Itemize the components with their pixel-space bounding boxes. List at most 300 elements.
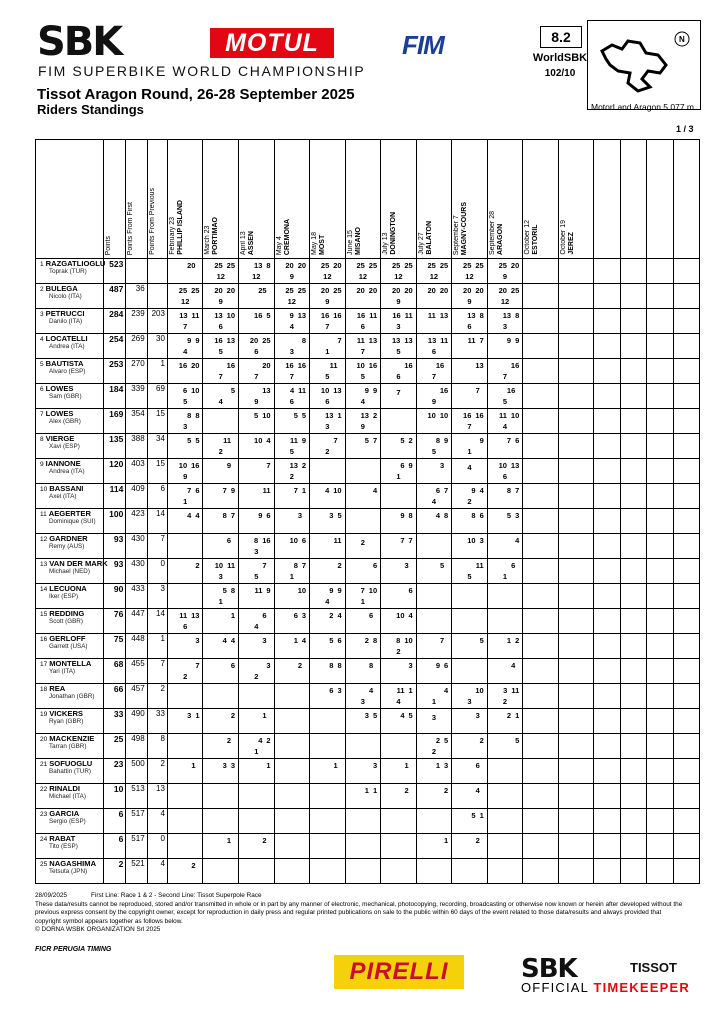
result-cell: 11 10 4 xyxy=(487,409,523,434)
result-cell: 5 1 xyxy=(452,809,488,834)
result-cell: 11 9 xyxy=(239,584,275,609)
result-cell: 4 4 xyxy=(167,509,203,534)
rider-header xyxy=(36,140,104,259)
rider-cell: 24 RABAT Tito (ESP) xyxy=(36,834,104,859)
result-cell xyxy=(167,784,203,809)
result-cell xyxy=(594,384,620,409)
from-previous-cell: 7 xyxy=(147,659,167,684)
result-cell: 25 xyxy=(239,284,275,309)
result-cell xyxy=(487,809,523,834)
from-first-cell: 433 xyxy=(126,584,147,609)
from-previous-cell: 15 xyxy=(147,409,167,434)
table-row xyxy=(36,784,700,809)
result-cell xyxy=(523,284,559,309)
rider-cell: 4 LOCATELLI Andrea (ITA) xyxy=(36,334,104,359)
result-cell xyxy=(620,259,646,284)
from-first-cell: 457 xyxy=(126,684,147,709)
result-cell xyxy=(274,809,310,834)
pirelli-logo: PIRELLI xyxy=(334,955,464,989)
result-cell: 3 xyxy=(239,634,275,659)
result-cell: 10 4 xyxy=(381,609,417,634)
result-cell: 6 xyxy=(203,534,239,559)
result-cell: 6 7 4 xyxy=(416,484,452,509)
result-cell: 11 xyxy=(310,534,346,559)
result-cell xyxy=(647,459,673,484)
result-cell: 10 16 5 xyxy=(345,359,381,384)
result-cell: 11 1 4 xyxy=(381,684,417,709)
result-cell: 6 3 xyxy=(274,609,310,634)
points-cell: 25 xyxy=(104,734,126,759)
result-cell xyxy=(594,359,620,384)
result-cell: 16 7 xyxy=(203,359,239,384)
result-cell: 4 1 xyxy=(416,684,452,709)
result-cell: 20 20 9 xyxy=(203,284,239,309)
result-cell xyxy=(673,334,700,359)
result-cell: 10 3 xyxy=(452,534,488,559)
result-cell xyxy=(487,834,523,859)
result-cell: 7 6 1 xyxy=(167,484,203,509)
result-cell: 6 10 5 xyxy=(167,384,203,409)
result-cell: 3 5 xyxy=(310,509,346,534)
result-cell xyxy=(274,709,310,734)
result-cell: 3 xyxy=(274,509,310,534)
result-cell: 1 xyxy=(203,834,239,859)
rider-cell: 16 GERLOFF Garrett (USA) xyxy=(36,634,104,659)
result-cell xyxy=(239,684,275,709)
result-cell xyxy=(620,459,646,484)
from-first-cell: 423 xyxy=(126,509,147,534)
result-cell xyxy=(594,459,620,484)
result-cell: 8 3 xyxy=(274,334,310,359)
result-cell xyxy=(558,284,594,309)
result-cell xyxy=(647,259,673,284)
result-cell xyxy=(381,809,417,834)
points-cell: 487 xyxy=(104,284,126,309)
result-cell: 8 7 xyxy=(487,484,523,509)
result-cell: 10 13 6 xyxy=(487,459,523,484)
points-cell: 90 xyxy=(104,584,126,609)
result-cell: 5 6 xyxy=(310,634,346,659)
result-cell xyxy=(594,609,620,634)
result-cell xyxy=(620,684,646,709)
result-cell: 16 7 xyxy=(416,359,452,384)
table-row xyxy=(36,434,700,459)
rider-cell: 18 REA Jonathan (GBR) xyxy=(36,684,104,709)
table-header-row xyxy=(36,140,700,259)
from-first-cell: 339 xyxy=(126,384,147,409)
result-cell: 7 9 xyxy=(203,484,239,509)
result-cell xyxy=(203,784,239,809)
result-cell: 20 20 xyxy=(345,284,381,309)
rider-cell: 20 MACKENZIE Tarran (GBR) xyxy=(36,734,104,759)
result-cell: 16 20 xyxy=(167,359,203,384)
result-cell xyxy=(416,859,452,884)
result-cell xyxy=(523,309,559,334)
result-cell: 1 xyxy=(239,759,275,784)
points-cell: 2 xyxy=(104,859,126,884)
result-cell: 10 xyxy=(274,584,310,609)
result-cell xyxy=(381,834,417,859)
result-cell: 16 6 xyxy=(381,359,417,384)
table-row xyxy=(36,734,700,759)
from-first-cell: 430 xyxy=(126,559,147,584)
result-cell: 1 1 xyxy=(345,784,381,809)
result-cell: 2 xyxy=(274,659,310,684)
from-previous-cell: 2 xyxy=(147,759,167,784)
result-cell: 2 xyxy=(381,784,417,809)
result-cell: 6 4 xyxy=(239,609,275,634)
result-cell xyxy=(620,659,646,684)
result-cell: 9 1 xyxy=(452,434,488,459)
result-cell xyxy=(523,459,559,484)
from-first-cell: 239 xyxy=(126,309,147,334)
result-cell xyxy=(673,259,700,284)
rider-cell: 2 BULEGA Nicolo (ITA) xyxy=(36,284,104,309)
rider-cell: 7 LOWES Alex (GBR) xyxy=(36,409,104,434)
points-cell: 6 xyxy=(104,809,126,834)
result-cell xyxy=(523,759,559,784)
round-header xyxy=(594,140,620,259)
result-cell xyxy=(381,734,417,759)
result-cell: 11 7 xyxy=(452,334,488,359)
from-first-cell: 430 xyxy=(126,534,147,559)
table-row xyxy=(36,484,700,509)
result-cell xyxy=(620,284,646,309)
result-cell xyxy=(558,634,594,659)
result-cell xyxy=(381,484,417,509)
round-header: July 13 DONINGTON xyxy=(381,140,417,259)
table-row xyxy=(36,534,700,559)
from-previous-cell: 0 xyxy=(147,834,167,859)
result-cell: 2 xyxy=(310,559,346,584)
result-cell: 6 xyxy=(452,759,488,784)
rider-cell: 11 AEGERTER Dominique (SUI) xyxy=(36,509,104,534)
result-cell xyxy=(620,309,646,334)
result-cell xyxy=(620,634,646,659)
result-cell xyxy=(523,634,559,659)
result-cell xyxy=(239,859,275,884)
points-cell: 253 xyxy=(104,359,126,384)
result-cell: 13 11 7 xyxy=(167,309,203,334)
result-cell: 8 9 5 xyxy=(416,434,452,459)
result-cell xyxy=(558,609,594,634)
result-cell: 13 xyxy=(452,359,488,384)
result-cell xyxy=(381,859,417,884)
from-first-cell: 447 xyxy=(126,609,147,634)
from-previous-cell: 15 xyxy=(147,459,167,484)
result-cell: 4 5 xyxy=(381,709,417,734)
result-cell xyxy=(673,709,700,734)
result-cell: 9 9 xyxy=(487,334,523,359)
result-cell xyxy=(594,634,620,659)
table-row xyxy=(36,334,700,359)
result-cell: 8 7 1 xyxy=(274,559,310,584)
footer-lines-note: First Line: Race 1 & 2 - Second Line: Tissot Superpole Race xyxy=(91,892,262,899)
round-header: April 13 ASSEN xyxy=(239,140,275,259)
result-cell xyxy=(647,584,673,609)
from-first-cell: 455 xyxy=(126,659,147,684)
result-cell: 9 9 4 xyxy=(310,584,346,609)
result-cell xyxy=(620,509,646,534)
result-cell: 7 1 xyxy=(274,484,310,509)
result-cell xyxy=(523,784,559,809)
result-cell xyxy=(523,584,559,609)
result-cell: 10 3 xyxy=(452,684,488,709)
result-cell: 13 9 xyxy=(239,384,275,409)
result-cell xyxy=(558,259,594,284)
rider-cell: 8 VIERGE Xavi (ESP) xyxy=(36,434,104,459)
result-cell xyxy=(647,334,673,359)
result-cell: 10 10 xyxy=(416,409,452,434)
result-cell: 20 25 9 xyxy=(310,284,346,309)
result-cell: 20 xyxy=(167,259,203,284)
result-cell xyxy=(523,509,559,534)
result-cell xyxy=(416,609,452,634)
result-cell xyxy=(647,284,673,309)
result-cell xyxy=(673,384,700,409)
result-cell xyxy=(558,684,594,709)
result-cell xyxy=(558,734,594,759)
standings-table xyxy=(35,139,700,884)
result-cell xyxy=(274,834,310,859)
result-cell: 4 xyxy=(487,659,523,684)
result-cell: 2 5 2 xyxy=(416,734,452,759)
points-cell: 66 xyxy=(104,684,126,709)
page-header xyxy=(0,0,724,140)
result-cell xyxy=(523,659,559,684)
result-cell: 13 10 6 xyxy=(203,309,239,334)
result-cell: 6 xyxy=(345,609,381,634)
result-cell xyxy=(558,484,594,509)
from-previous-cell: 1 xyxy=(147,634,167,659)
result-cell: 2 xyxy=(203,734,239,759)
result-cell xyxy=(558,409,594,434)
result-cell xyxy=(523,259,559,284)
result-cell xyxy=(558,709,594,734)
result-cell xyxy=(274,734,310,759)
result-cell xyxy=(523,384,559,409)
result-cell xyxy=(594,859,620,884)
result-cell: 25 25 12 xyxy=(345,259,381,284)
result-cell xyxy=(594,834,620,859)
result-cell xyxy=(416,809,452,834)
result-cell xyxy=(620,759,646,784)
from-first-cell: 513 xyxy=(126,784,147,809)
from-first-cell: 517 xyxy=(126,834,147,859)
result-cell: 2 xyxy=(203,709,239,734)
result-cell: 16 11 3 xyxy=(381,309,417,334)
result-cell: 13 11 6 xyxy=(416,334,452,359)
result-cell: 16 16 7 xyxy=(310,309,346,334)
table-row xyxy=(36,409,700,434)
result-cell: 9 8 xyxy=(381,509,417,534)
from-previous-cell: 14 xyxy=(147,509,167,534)
result-cell xyxy=(620,859,646,884)
result-cell: 5 3 xyxy=(487,509,523,534)
result-cell: 8 8 3 xyxy=(167,409,203,434)
from-previous-cell: 69 xyxy=(147,384,167,409)
result-cell: 13 8 6 xyxy=(452,309,488,334)
result-cell xyxy=(167,584,203,609)
result-cell: 25 20 9 xyxy=(487,259,523,284)
result-cell xyxy=(558,334,594,359)
result-cell xyxy=(594,509,620,534)
from-previous-cell: 4 xyxy=(147,859,167,884)
result-cell xyxy=(647,534,673,559)
result-cell: 4 xyxy=(452,459,488,484)
from-first-header: Points From First xyxy=(126,140,147,259)
result-cell xyxy=(310,784,346,809)
result-cell: 7 2 xyxy=(310,434,346,459)
from-previous-cell: 13 xyxy=(147,784,167,809)
result-cell xyxy=(647,409,673,434)
result-cell xyxy=(274,859,310,884)
result-cell xyxy=(647,384,673,409)
from-first-cell: 498 xyxy=(126,734,147,759)
from-previous-cell xyxy=(147,284,167,309)
result-cell xyxy=(167,534,203,559)
footer-disclaimer: These data/results cannot be reproduced, stored and/or transmitted in whole or in part by any manner of electronic, mechanical, photocopying, recording, broadcasting or otherwise now known or herein after developed without the previous express consent by the copyright owner, except for reproduction in daily press and regular printed publications on sale to the public within 60 days of the event related to those data/results and always provided that copyright symbol appears together as follows below. xyxy=(35,900,683,925)
result-cell xyxy=(620,434,646,459)
result-cell xyxy=(239,784,275,809)
from-first-cell: 388 xyxy=(126,434,147,459)
result-cell: 10 4 xyxy=(239,434,275,459)
rider-cell: 12 GARDNER Remy (AUS) xyxy=(36,534,104,559)
result-cell xyxy=(523,684,559,709)
points-cell: 100 xyxy=(104,509,126,534)
result-cell xyxy=(673,634,700,659)
from-previous-cell: 1 xyxy=(147,359,167,384)
result-cell: 11 13 7 xyxy=(345,334,381,359)
result-cell xyxy=(647,734,673,759)
result-cell: 9 9 4 xyxy=(345,384,381,409)
result-cell xyxy=(558,584,594,609)
result-cell xyxy=(558,359,594,384)
result-cell: 7 2 xyxy=(167,659,203,684)
result-cell xyxy=(310,734,346,759)
result-cell: 20 20 9 xyxy=(452,284,488,309)
result-cell: 2 xyxy=(239,834,275,859)
result-cell xyxy=(620,409,646,434)
result-cell: 3 3 xyxy=(203,759,239,784)
points-cell: 93 xyxy=(104,534,126,559)
result-cell xyxy=(274,684,310,709)
result-cell: 13 2 2 xyxy=(274,459,310,484)
result-cell: 16 11 6 xyxy=(345,309,381,334)
from-previous-cell: 4 xyxy=(147,809,167,834)
result-cell xyxy=(345,809,381,834)
result-cell xyxy=(673,609,700,634)
from-previous-cell: 6 xyxy=(147,484,167,509)
result-cell xyxy=(673,759,700,784)
result-cell xyxy=(673,284,700,309)
from-first-cell: 517 xyxy=(126,809,147,834)
rider-cell: 13 VAN DER MARK Michael (NED) xyxy=(36,559,104,584)
rider-cell: 19 VICKERS Ryan (GBR) xyxy=(36,709,104,734)
result-cell xyxy=(594,809,620,834)
result-cell xyxy=(647,559,673,584)
result-cell: 1 xyxy=(203,609,239,634)
from-previous-cell: 0 xyxy=(147,559,167,584)
result-cell xyxy=(310,709,346,734)
result-cell xyxy=(594,284,620,309)
result-cell xyxy=(673,484,700,509)
result-cell xyxy=(647,484,673,509)
table-row xyxy=(36,309,700,334)
table-row xyxy=(36,284,700,309)
result-cell: 4 4 xyxy=(203,634,239,659)
result-cell: 1 xyxy=(167,759,203,784)
result-cell xyxy=(203,809,239,834)
from-first-cell xyxy=(126,259,147,284)
result-cell: 2 xyxy=(345,534,381,559)
result-cell: 8 xyxy=(345,659,381,684)
round-header: June 15 MISANO xyxy=(345,140,381,259)
result-cell xyxy=(239,809,275,834)
result-cell: 20 20 xyxy=(416,284,452,309)
from-previous-cell: 14 xyxy=(147,609,167,634)
points-cell: 93 xyxy=(104,559,126,584)
svg-text:N: N xyxy=(679,35,685,44)
result-cell: 2 8 xyxy=(345,634,381,659)
result-cell: 16 5 xyxy=(487,384,523,409)
document-subtitle: Riders Standings xyxy=(37,102,144,117)
result-cell xyxy=(647,859,673,884)
result-cell xyxy=(310,834,346,859)
result-cell xyxy=(673,309,700,334)
result-cell xyxy=(673,784,700,809)
result-cell: 13 2 9 xyxy=(345,409,381,434)
result-cell: 1 xyxy=(310,759,346,784)
from-first-cell: 403 xyxy=(126,459,147,484)
result-cell xyxy=(558,559,594,584)
table-row xyxy=(36,384,700,409)
result-cell: 13 13 5 xyxy=(381,334,417,359)
result-cell xyxy=(673,584,700,609)
result-cell xyxy=(673,859,700,884)
result-cell xyxy=(594,584,620,609)
result-cell xyxy=(452,859,488,884)
from-first-cell: 500 xyxy=(126,759,147,784)
result-cell xyxy=(594,409,620,434)
result-cell xyxy=(594,759,620,784)
result-cell xyxy=(345,509,381,534)
result-cell xyxy=(523,709,559,734)
rider-cell: 1 RAZGATLIOGLU Toprak (TUR) xyxy=(36,259,104,284)
fim-logo: FIM xyxy=(402,30,444,60)
result-cell: 2 xyxy=(167,559,203,584)
result-cell: 16 13 5 xyxy=(203,334,239,359)
result-cell: 6 xyxy=(345,559,381,584)
sbk-timekeeper-logo: SBK xyxy=(521,954,577,984)
result-cell xyxy=(647,759,673,784)
result-cell: 1 2 xyxy=(487,634,523,659)
round-header: May 18 MOST xyxy=(310,140,346,259)
result-cell xyxy=(203,684,239,709)
result-cell xyxy=(167,684,203,709)
from-first-cell: 354 xyxy=(126,409,147,434)
result-cell: 5 xyxy=(487,734,523,759)
result-cell xyxy=(620,334,646,359)
result-cell: 25 25 12 xyxy=(203,259,239,284)
result-cell: 7 xyxy=(381,384,417,409)
from-previous-cell: 30 xyxy=(147,334,167,359)
result-cell: 6 1 xyxy=(487,559,523,584)
result-cell: 7 xyxy=(416,634,452,659)
from-previous-cell: 3 xyxy=(147,584,167,609)
series-label: WorldSBK xyxy=(532,52,588,64)
circuit-outline-icon xyxy=(588,21,700,109)
